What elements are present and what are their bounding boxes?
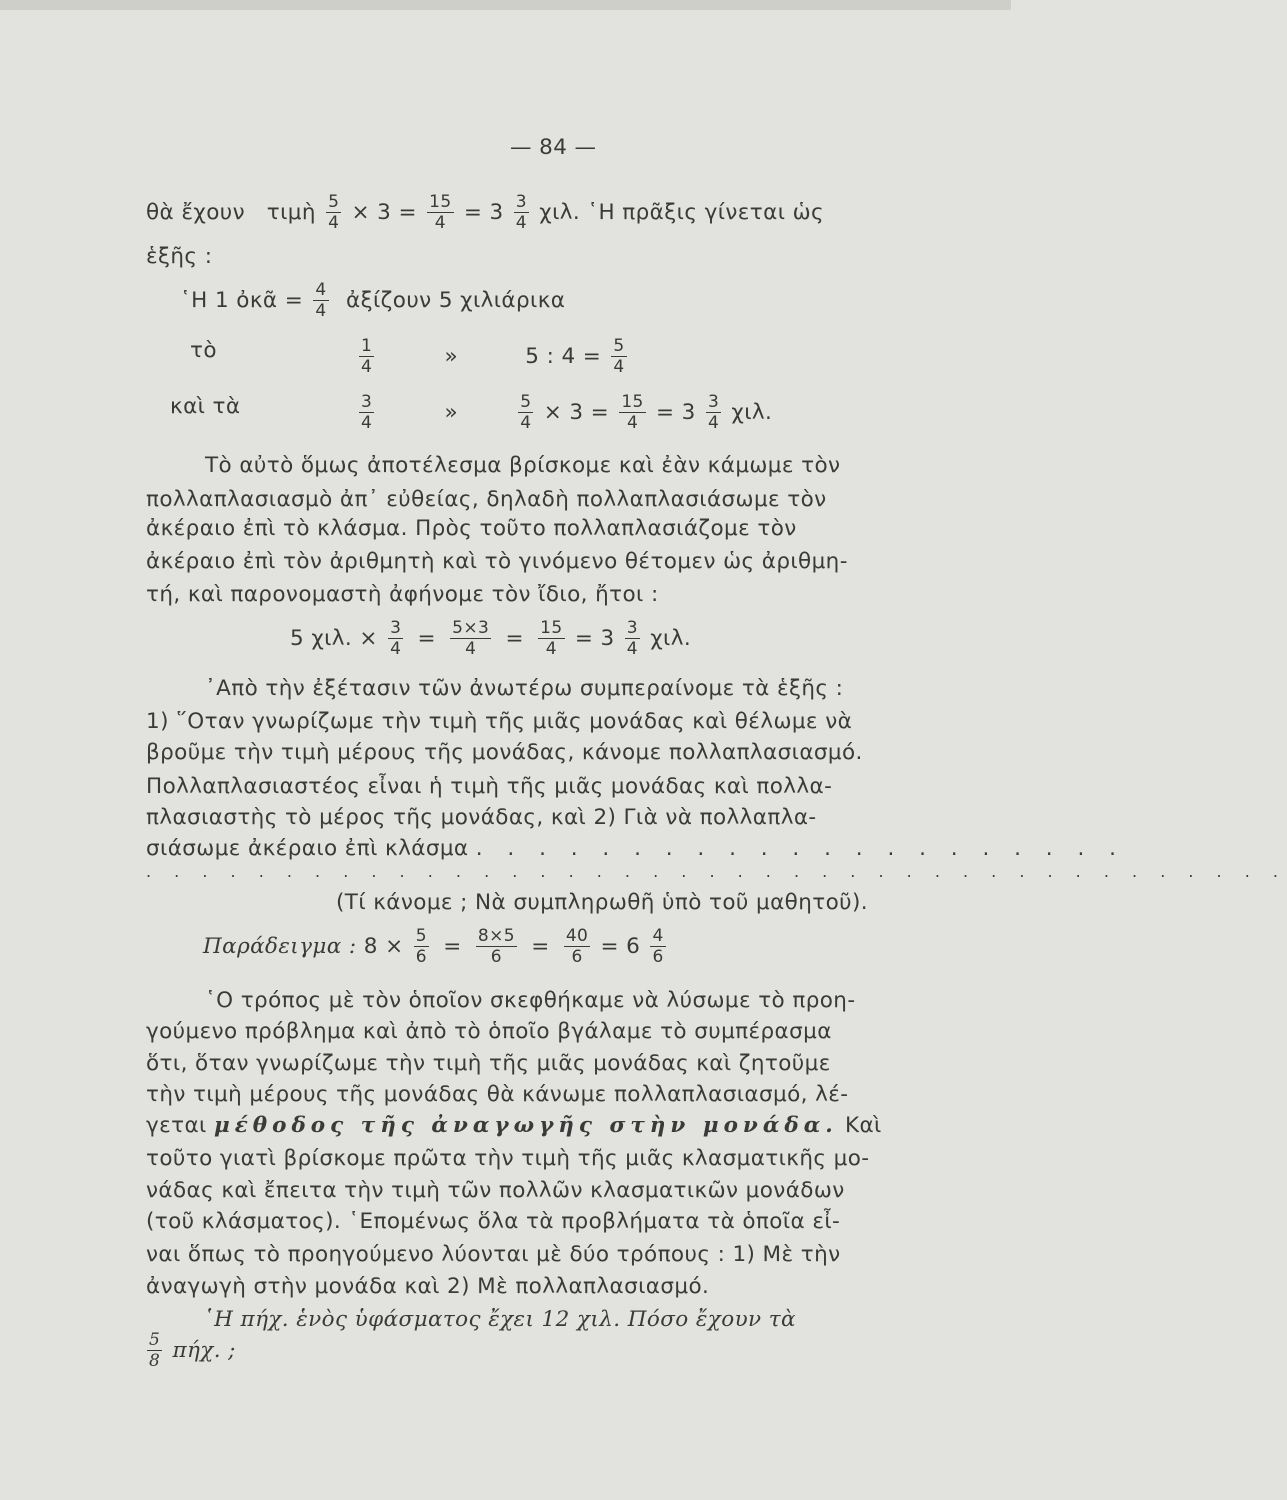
fraction: $\frac{40}{6}$ (565, 926, 589, 967)
computation-row: τὸ (190, 338, 217, 363)
fraction: $\frac{5}{8}$ (149, 1330, 161, 1371)
text-line: βροῦμε τὴν τιμὴ μέρους τῆς μονάδας, κάνομε πολλαπλασιασμό. (146, 740, 863, 765)
page-number: — 84 — (510, 135, 597, 160)
fraction: $\frac{15}{4}$ (540, 618, 563, 659)
fraction: $\frac{3}{4}$ (361, 392, 373, 433)
text-line: (τοῦ κλάσματος). ῾Επομένως ὅλα τὰ προβλήματα τὰ ὁποῖα εἶ- (146, 1209, 841, 1234)
text-line: πολλαπλασιασμὸ ἀπ᾿ εὐθείας, δηλαδὴ πολλαπλασιάσωμε τὸν (146, 487, 827, 512)
text-line: ῾Ο τρόπος μὲ τὸν ὁποῖον σκεφθήκαμε νὰ λύσωμε τὸ προη- (205, 988, 856, 1013)
text-line: γούμενο πρόβλημα καὶ ἀπὸ τὸ ὁποῖο βγάλαμε τὸ συμπέρασμα (146, 1019, 832, 1044)
text-line: σιάσωμε ἀκέραιο ἐπὶ κλάσμα . . . . . . . . . . . . . . . . . . . . . (146, 836, 1125, 861)
fraction: $\frac{3}{4}$ (626, 618, 638, 659)
fraction: $\frac{1}{4}$ (361, 336, 373, 377)
text-line: νάδας καὶ ἔπειτα τὴν τιμὴ τῶν πολλῶν κλασματικῶν μονάδων (146, 1178, 845, 1203)
computation-row: $\frac{1}{4}$ » 5 : 4 = $\frac{5}{4}$ (361, 336, 625, 377)
text-line: θὰ ἔχουν τιμὴ $\frac{5}{4}$ × 3 = $\frac{15}{4}$ = 3 $\frac{3}{4}$ χιλ. ῾Η πρᾶξις γίνεται ὡς (146, 192, 825, 233)
fraction: $\frac{4}{6}$ (652, 926, 664, 967)
text-line: Πολλαπλασιαστέος εἶναι ἡ τιμὴ τῆς μιᾶς μονάδας καὶ πολλα- (146, 774, 833, 799)
text-line: ἀκέραιο ἐπὶ τὸν ἀριθμητὴ καὶ τὸ γινόμενο θέτομεν ὡς ἀριθμη- (146, 549, 848, 574)
computation-row: ῾Η 1 ὀκᾶ = $\frac{4}{4}$ ἀξίζουν 5 χιλιάρικα (180, 280, 566, 321)
example-equation: Παράδειγμα : 8 × $\frac{5}{6}$ = $\frac{8\times 5}{6}$ = $\frac{40}{6}$ = 6 $\frac{4}{6}$ (203, 926, 664, 967)
fraction: $\frac{5}{4}$ (613, 336, 625, 377)
fraction: $\frac{3}{4}$ (390, 618, 402, 659)
fraction: $\frac{3}{4}$ (515, 192, 528, 233)
fraction: $\frac{5}{4}$ (328, 192, 340, 233)
fraction: $\frac{5\times 3}{4}$ (452, 618, 490, 659)
text-line: (Τί κάνομε ; Νὰ συμπληρωθῆ ὑπὸ τοῦ μαθητοῦ). (336, 890, 868, 915)
fraction: $\frac{3}{4}$ (707, 392, 720, 433)
computation-row: $\frac{3}{4}$ » $\frac{5}{4}$ × 3 = $\frac{15}{4}$ = 3 $\frac{3}{4}$ χιλ. (361, 392, 773, 433)
text-line: τή, καὶ παρονομαστὴ ἀφήνομε τὸν ἴδιο, ἤτοι : (146, 582, 659, 607)
text-line: τοῦτο γιατὶ βρίσκομε πρῶτα τὴν τιμὴ τῆς μιᾶς κλασματικῆς μο- (146, 1146, 870, 1171)
text-line: τὴν τιμὴ μέρους τῆς μονάδας θὰ κάνωμε πολλαπλασιασμό, λέ- (146, 1082, 849, 1107)
fraction: $\frac{5}{4}$ (520, 392, 532, 433)
text-line: ᾿Απὸ τὴν ἐξέτασιν τῶν ἀνωτέρω συμπεραίνομε τὰ ἑξῆς : (205, 676, 844, 701)
text-line: πλασιαστὴς τὸ μέρος τῆς μονάδας, καὶ 2) Γιὰ νὰ πολλαπλα- (146, 805, 817, 830)
text-line: ἑξῆς : (146, 244, 213, 269)
text-line: ἀναγωγὴ στὴν μονάδα καὶ 2) Μὲ πολλαπλασιασμό. (146, 1274, 710, 1299)
text-line: Τὸ αὐτὸ ὅμως ἀποτέλεσμα βρίσκομε καὶ ἐὰν κάμωμε τὸν (205, 453, 841, 478)
fraction: $\frac{15}{4}$ (429, 192, 452, 233)
problem-text: ῾Η πήχ. ἑνὸς ὑφάσματος ἔχει 12 χιλ. Πόσο ἔχουν τὰ (203, 1307, 796, 1332)
text-line: 1) ῞Οταν γνωρίζωμε τὴν τιμὴ τῆς μιᾶς μονάδας καὶ θέλωμε νὰ (146, 709, 853, 734)
equation: 5 χιλ. × $\frac{3}{4}$ = $\frac{5\times 3}{4}$ = $\frac{15}{4}$ = 3 $\frac{3}{4}$ χιλ. (290, 618, 692, 659)
text-line: ἀκέραιο ἐπὶ τὸ κλάσμα. Πρὸς τοῦτο πολλαπλασιάζομε τὸν (146, 516, 797, 541)
text-line: ναι ὅπως τὸ προηγούμενο λύονται μὲ δύο τρόπους : 1) Μὲ τὴν (146, 1242, 841, 1267)
fraction: $\frac{5}{6}$ (415, 926, 427, 967)
fraction: $\frac{15}{4}$ (621, 392, 644, 433)
text-line: γεται μέθοδος τῆς ἀναγωγῆς στὴν μονάδα. Καὶ (146, 1113, 882, 1138)
fraction: $\frac{8\times 5}{6}$ (477, 926, 515, 967)
fraction: $\frac{4}{4}$ (315, 280, 327, 321)
page-top-edge (0, 0, 1011, 10)
computation-row: καὶ τὰ (170, 394, 241, 419)
dotted-line: . . . . . . . . . . . . . . . . . . . . . . . . . . . . . . . . . . . . . . . . . (146, 862, 1287, 881)
text-line: ὅτι, ὅταν γνωρίζωμε τὴν τιμὴ τῆς μιᾶς μονάδας καὶ ζητοῦμε (146, 1051, 831, 1076)
problem-text: $\frac{5}{8}$ πήχ. ; (149, 1330, 236, 1371)
